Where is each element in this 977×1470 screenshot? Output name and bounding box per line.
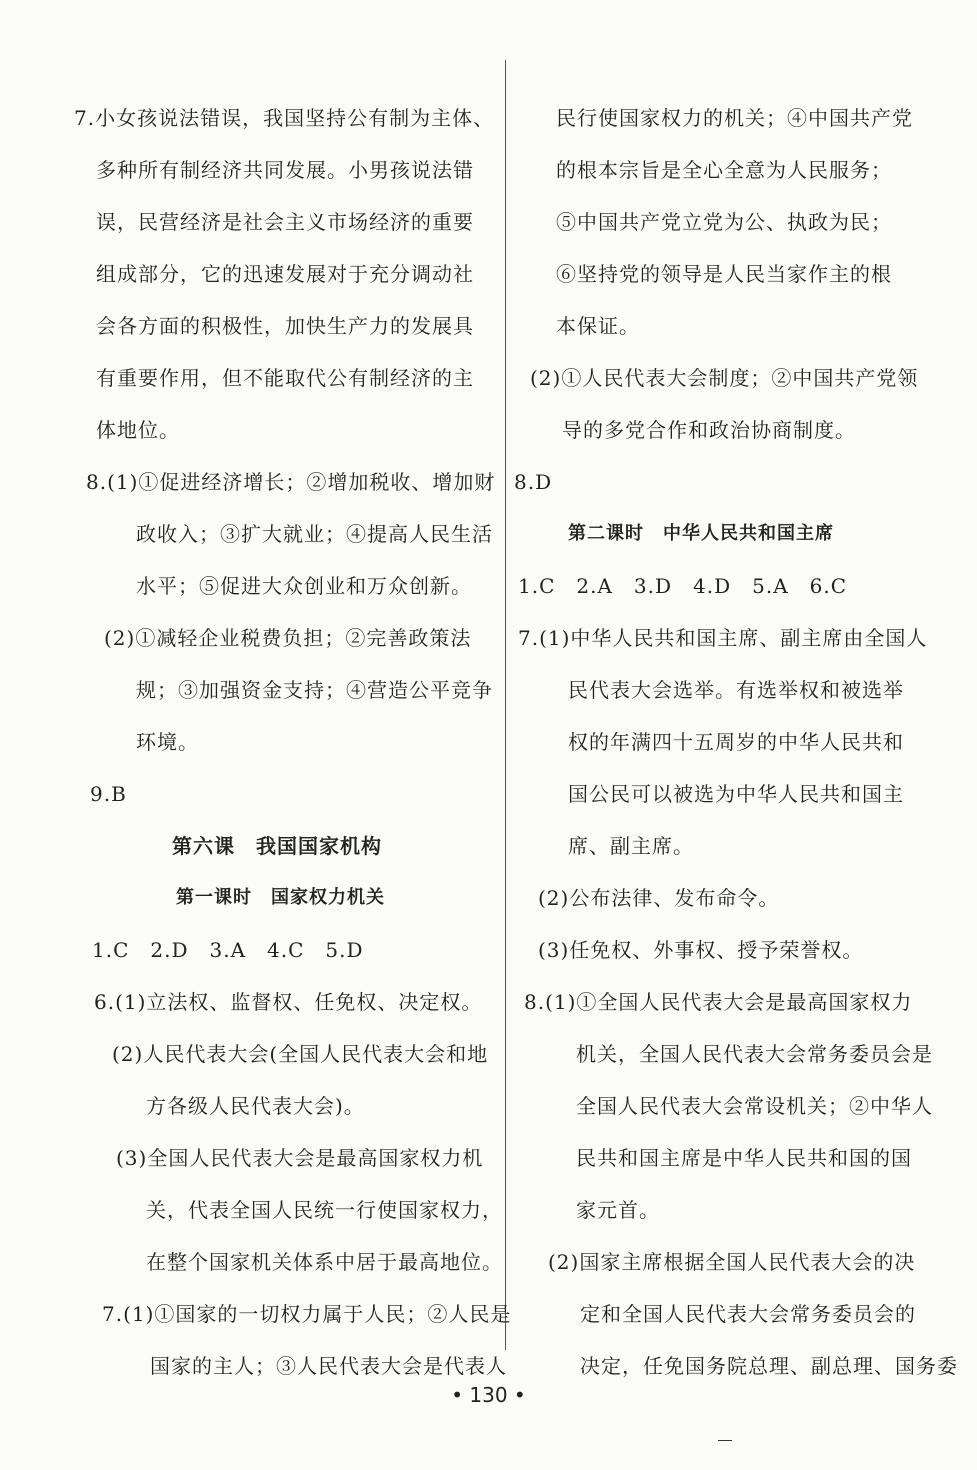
page-number: • 130 • bbox=[451, 1383, 526, 1407]
text-line: 体地位。 bbox=[96, 418, 180, 442]
right-column bbox=[514, 92, 958, 1392]
text-line: 在整个国家机关体系中居于最高地位。 bbox=[146, 1250, 503, 1274]
text-line: 多种所有制经济共同发展。小男孩说法错 bbox=[96, 158, 474, 182]
text-line: 的根本宗旨是全心全意为人民服务； bbox=[556, 158, 892, 182]
text-line: 机关，全国人民代表大会常务委员会是 bbox=[576, 1042, 933, 1066]
text-line: (2)①减轻企业税费负担；②完善政策法 bbox=[104, 626, 472, 650]
text-line: 7.(1)①国家的一切权力属于人民；②人民是 bbox=[102, 1302, 512, 1326]
text-line: 组成部分，它的迅速发展对于充分调动社 bbox=[96, 262, 474, 286]
text-line: 本保证。 bbox=[556, 314, 640, 338]
text-line: 权的年满四十五周岁的中华人民共和 bbox=[568, 730, 904, 754]
text-line: (3)任免权、外事权、授予荣誉权。 bbox=[538, 938, 864, 962]
text-line: 有重要作用，但不能取代公有制经济的主 bbox=[96, 366, 474, 390]
text-line: (2)国家主席根据全国人民代表大会的决 bbox=[548, 1250, 916, 1274]
text-line: 决定，任免国务院总理、副总理、国务委 bbox=[580, 1354, 958, 1378]
text-line: 民行使国家权力的机关；④中国共产党 bbox=[556, 106, 913, 130]
section-heading: 第六课 我国国家机构 bbox=[172, 834, 382, 858]
text-line: 7.小女孩说法错误，我国坚持公有制为主体、 bbox=[74, 106, 495, 130]
text-line: 水平；⑤促进大众创业和万众创新。 bbox=[136, 574, 472, 598]
text-line: 席、副主席。 bbox=[568, 834, 694, 858]
text-line: 8.D bbox=[514, 470, 553, 494]
text-line: 8.(1)①全国人民代表大会是最高国家权力 bbox=[524, 990, 913, 1014]
text-line: 导的多党合作和政治协商制度。 bbox=[562, 418, 856, 442]
text-line: 家元首。 bbox=[576, 1198, 660, 1222]
text-line: 7.(1)中华人民共和国主席、副主席由全国人 bbox=[518, 626, 928, 650]
text-line: 关，代表全国人民统一行使国家权力， bbox=[146, 1198, 503, 1222]
text-line: 方各级人民代表大会)。 bbox=[146, 1094, 365, 1118]
text-line: (2)公布法律、发布命令。 bbox=[538, 886, 780, 910]
text-line: 1.C 2.A 3.D 4.D 5.A 6.C bbox=[518, 574, 848, 598]
text-line: 国家的主人；③人民代表大会是代表人 bbox=[150, 1354, 507, 1378]
text-line: (2)①人民代表大会制度；②中国共产党领 bbox=[530, 366, 919, 390]
text-line: 环境。 bbox=[136, 730, 199, 754]
text-line: 8.(1)①促进经济增长；②增加税收、增加财 bbox=[86, 470, 496, 494]
section-heading: 第二课时 中华人民共和国主席 bbox=[568, 523, 834, 544]
text-line: 民代表大会选举。有选举权和被选举 bbox=[568, 678, 904, 702]
text-line: 1.C 2.D 3.A 4.C 5.D bbox=[92, 938, 364, 962]
text-line: ⑥坚持党的领导是人民当家作主的根 bbox=[556, 262, 892, 286]
text-line: (2)人民代表大会(全国人民代表大会和地 bbox=[112, 1042, 489, 1066]
text-line: 国公民可以被选为中华人民共和国主 bbox=[568, 782, 904, 806]
footer-mark bbox=[718, 1440, 732, 1441]
text-line: ⑤中国共产党立党为公、执政为民； bbox=[556, 210, 892, 234]
text-line: 规；③加强资金支持；④营造公平竞争 bbox=[136, 678, 493, 702]
left-column bbox=[74, 92, 512, 1392]
section-heading: 第一课时 国家权力机关 bbox=[176, 887, 385, 908]
text-line: 定和全国人民代表大会常务委员会的 bbox=[580, 1302, 916, 1326]
text-line: 会各方面的积极性，加快生产力的发展具 bbox=[96, 314, 474, 338]
text-line: 民共和国主席是中华人民共和国的国 bbox=[576, 1146, 912, 1170]
text-line: 全国人民代表大会常设机关；②中华人 bbox=[576, 1094, 933, 1118]
text-line: 9.B bbox=[90, 782, 127, 806]
text-line: 政收入；③扩大就业；④提高人民生活 bbox=[136, 522, 493, 546]
column-divider bbox=[505, 60, 506, 1350]
text-line: 误，民营经济是社会主义市场经济的重要 bbox=[96, 210, 474, 234]
text-line: (3)全国人民代表大会是最高国家权力机 bbox=[116, 1146, 484, 1170]
text-line: 6.(1)立法权、监督权、任免权、决定权。 bbox=[94, 990, 483, 1014]
